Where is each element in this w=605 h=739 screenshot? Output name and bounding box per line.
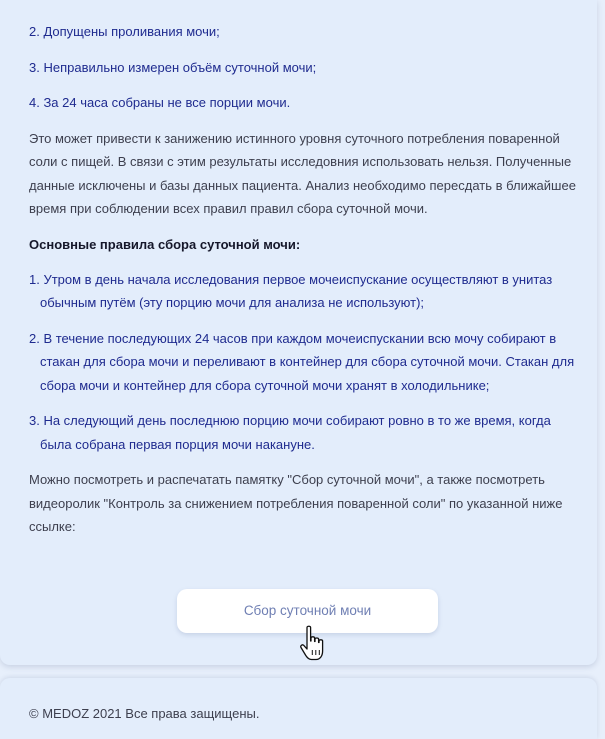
- rule-item: 1. Утром в день начала исследования первое мочеиспускание осуществляют в унитаз обычным путём (эту порцию мочи для анализа не используют);: [29, 271, 553, 310]
- error-item-4: 4. За 24 часа собраны не все порции мочи.: [29, 95, 291, 110]
- error-item-2: 2. Допущены проливания мочи;: [29, 24, 220, 39]
- warning-paragraph: Это может привести к занижению истинного уровня суточного потребления поваренной соли с пищей. В связи с этим результаты исследовния использовать нельзя. Полученные данные исключены и базы данных пациента. Анализ необходимо пересдать в ближайшее время при соблюдении всех правил правил сбора суточной мочи.: [29, 130, 576, 216]
- closing-paragraph: Можно посмотреть и распечатать памятку "Сбор суточной мочи", а также посмотреть видеоролик "Контроль за снижением потребления поваренной соли" по указанной ниже ссылке:: [29, 472, 563, 534]
- footer: [0, 678, 597, 739]
- rule-item: 2. В течение последующих 24 часов при каждом мочеиспускании всю мочу собирают в стакан для сбора мочи и переливают в контейнер для сбора суточной мочи. Стакан для сбора мочи и контейнер для сбора суточной мочи хранят в холодильнике;: [29, 330, 575, 393]
- error-item-3: 3. Неправильно измерен объём суточной мочи;: [29, 59, 317, 75]
- copyright-text: © MEDOZ 2021 Все права защищены.: [29, 706, 260, 721]
- content-body: [29, 20, 581, 539]
- hand-pointer-icon: [298, 624, 332, 664]
- rule-item: 3. На следующий день последнюю порцию мочи собирают ровно в то же время, когда была собрана первая порция мочи накануне.: [29, 413, 551, 452]
- rules-heading: Основные правила сбора суточной мочи:: [29, 236, 301, 252]
- collect-urine-button[interactable]: Сбор суточной мочи: [177, 589, 438, 633]
